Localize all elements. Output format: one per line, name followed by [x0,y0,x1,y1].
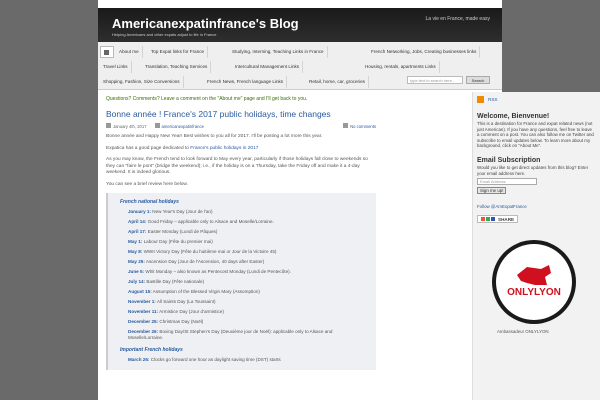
sidebar [472,92,600,400]
post-date: January 4th, 2017 [113,124,147,129]
holiday-desc: WWII Victory Day (Fête du huitième mai or Jour de la Victoire 45) [143,249,277,254]
post-text: Expatica has a good page dedicated to [106,145,189,151]
holidays-year-link[interactable]: in 2017 [242,145,259,151]
nav-networking-links[interactable]: French Networking, Jobs, Creating businesses links [368,46,480,58]
holiday-rows [116,209,368,341]
post-comments[interactable]: No comments [350,124,376,129]
nav-shopping-links[interactable]: Shopping, Fashion, Size Conversions [100,76,184,88]
email-input[interactable]: Email Address [477,178,537,185]
home-icon [104,50,109,55]
holiday-date: May 8: [128,249,143,254]
holiday-date: May 25: [128,259,145,264]
holiday-desc: Good Friday – applicable only to Alsace and Moselle/Lorraine. [147,219,274,224]
nav-housing-links[interactable]: Housing, rentals, apartments Links [362,61,440,73]
post-title[interactable]: Bonne année ! France's 2017 public holidays, time changes [106,109,331,119]
holiday-desc: Christmas Day (Noël) [159,319,204,324]
holiday-item [128,269,368,275]
nav-home[interactable] [100,46,114,58]
badge-sub-text: AMBASSADEUR [508,303,560,310]
post-author-wrap [155,123,204,129]
post-comments-wrap [343,123,376,129]
holiday-desc: Bastille Day (Fête nationale) [146,279,205,284]
holiday-desc: All Saints Day (La Toussaint) [156,299,216,304]
holiday-item [128,229,368,235]
nav-retail-links[interactable]: Retail, home, car, groceries [306,76,369,88]
holiday-date: November 1: [128,299,156,304]
post-paragraph: As you may know, the French tend to look forward to May every year, particularly if those holidays fall close to weekends so they can "faire le pont" (bridge the weekend); i.e., if the holiday is on a Thursday, take the Friday off and make it a 4-day weekend. It is indeed glorious. [106,157,368,175]
nav-intercultural-links[interactable]: Intercultural Management Links [232,61,303,73]
holiday-date: June 5: [128,269,145,274]
holiday-item [128,219,368,225]
holiday-date: November 11: [128,309,159,314]
blog-header [98,8,502,42]
email-text: Would you like to get direct updates from this blog? Enter your email address here. [477,164,589,176]
holiday-desc: Whit Monday – also known as Pentecost Monday (Lundi de Pentecôte). [145,269,291,274]
contact-notice[interactable]: Questions? Comments? Leave a comment on the "About me" page and I'll get back to you. [106,96,308,102]
share-icons [481,217,495,221]
holiday-item [128,249,368,255]
holiday-item [128,259,368,265]
holiday-item [128,279,368,285]
holiday-item [128,319,368,325]
nav-about-me[interactable]: About me [116,46,143,58]
nav-top-expat-links[interactable]: Top Expat links for France [148,46,208,58]
holiday-item [128,329,368,341]
holiday-date: May 1: [128,239,143,244]
rss-icon [477,96,484,103]
holiday-desc: Easter Monday (Lundi de Pâques) [147,229,218,234]
post-paragraph: Bonne année and Happy New Year! Best wishes to you all for 2017. I'll be posting a lot more this year. [106,134,323,139]
email-title: Email Subscription [477,156,541,164]
post-paragraph [106,146,376,153]
holiday-date: April 14: [128,219,147,224]
holiday-date: August 15: [128,289,152,294]
rss-label: RSS [488,97,498,102]
holiday-date: April 17: [128,229,147,234]
holiday-desc: Ascension Day (Jour de l'Ascension, 40 days after Easter) [145,259,265,264]
post-paragraph: You can see a brief review here below. [106,181,188,187]
nav-studying-links[interactable]: Studying, Interning, Teaching Links in France [229,46,328,58]
blog-title[interactable]: Americanexpatinfrance's Blog [112,16,299,31]
search-input[interactable]: type text to search here... [407,76,463,84]
blog-tagline: La vie en France, made easy [425,16,490,22]
twitter-follow-link[interactable]: Follow @AmExpatFrance [477,204,527,210]
nav-travel-links[interactable]: Travel Links [100,61,132,73]
comment-icon [343,123,348,128]
welcome-title: Welcome, Bienvenue! [477,113,550,120]
holiday-date: July 14: [128,279,146,284]
post-author[interactable]: americanexpatinfrance [161,124,204,129]
user-icon [155,123,160,128]
blog-description: Helping Americans and other expats adjust to life in France [112,32,217,37]
badge-caption: Ambassadeur ONLYLYON [497,329,549,335]
holiday-desc: Labour Day (Fête du premier mai) [143,239,213,244]
section-heading: Important French holidays [120,347,183,353]
holiday-desc: Boxing Day/St Stephen's Day (Deuxième jour de Noël): applicable only to Alsace and Moselle/Lorraine. [128,329,333,340]
holiday-item [128,239,368,245]
calendar-icon [106,123,111,128]
rss-link[interactable] [477,96,595,103]
holiday-date: March 26: [128,357,150,362]
nav-french-news-links[interactable]: French News, French language Links [204,76,287,88]
holiday-date: December 26: [128,329,159,334]
main-content [106,96,376,370]
share-label: SHARE [498,216,515,222]
post-date-wrap [106,123,147,129]
main-navigation [98,42,502,90]
holiday-item [128,209,368,215]
welcome-text: This is a destination for France and expat related news (not just American). If you have any questions, feel free to leave a comment on a post. You can also follow me on Twitter and subscribe to email updates below. To learn more about my background, click on "About Me". [477,121,594,149]
holiday-list [106,193,376,370]
holiday-desc: Armistice Day (Jour d'armistice) [159,309,224,314]
share-icon [481,217,485,221]
holiday-date: December 25: [128,319,159,324]
holiday-desc: New Year's Day (Jour de l'an) [152,209,213,214]
holiday-item [128,289,368,295]
badge-logo-text: ONLYLYON [507,287,561,299]
onlylyon-badge[interactable] [491,239,577,325]
holiday-desc: Clocks go forward one hour as daylight saving time (DST) starts [150,357,281,362]
signup-button[interactable]: Sign me up! [477,187,506,194]
page [98,0,594,400]
holiday-item [128,357,368,363]
post-meta [106,123,376,129]
holidays-link[interactable]: France's public holidays [190,145,242,151]
share-icon [491,217,495,221]
section-heading: French national holidays [120,199,179,205]
holiday-item [128,309,368,315]
search-button[interactable]: Search [466,76,490,84]
holiday-desc: Assumption of the Blessed Virgin Mary (Assomption) [152,289,260,294]
holiday-item [128,299,368,305]
share-button[interactable] [477,215,518,223]
holiday-date: January 1: [128,209,151,214]
share-icon [486,217,490,221]
nav-translation-services[interactable]: Translation, Teaching Services [142,61,211,73]
